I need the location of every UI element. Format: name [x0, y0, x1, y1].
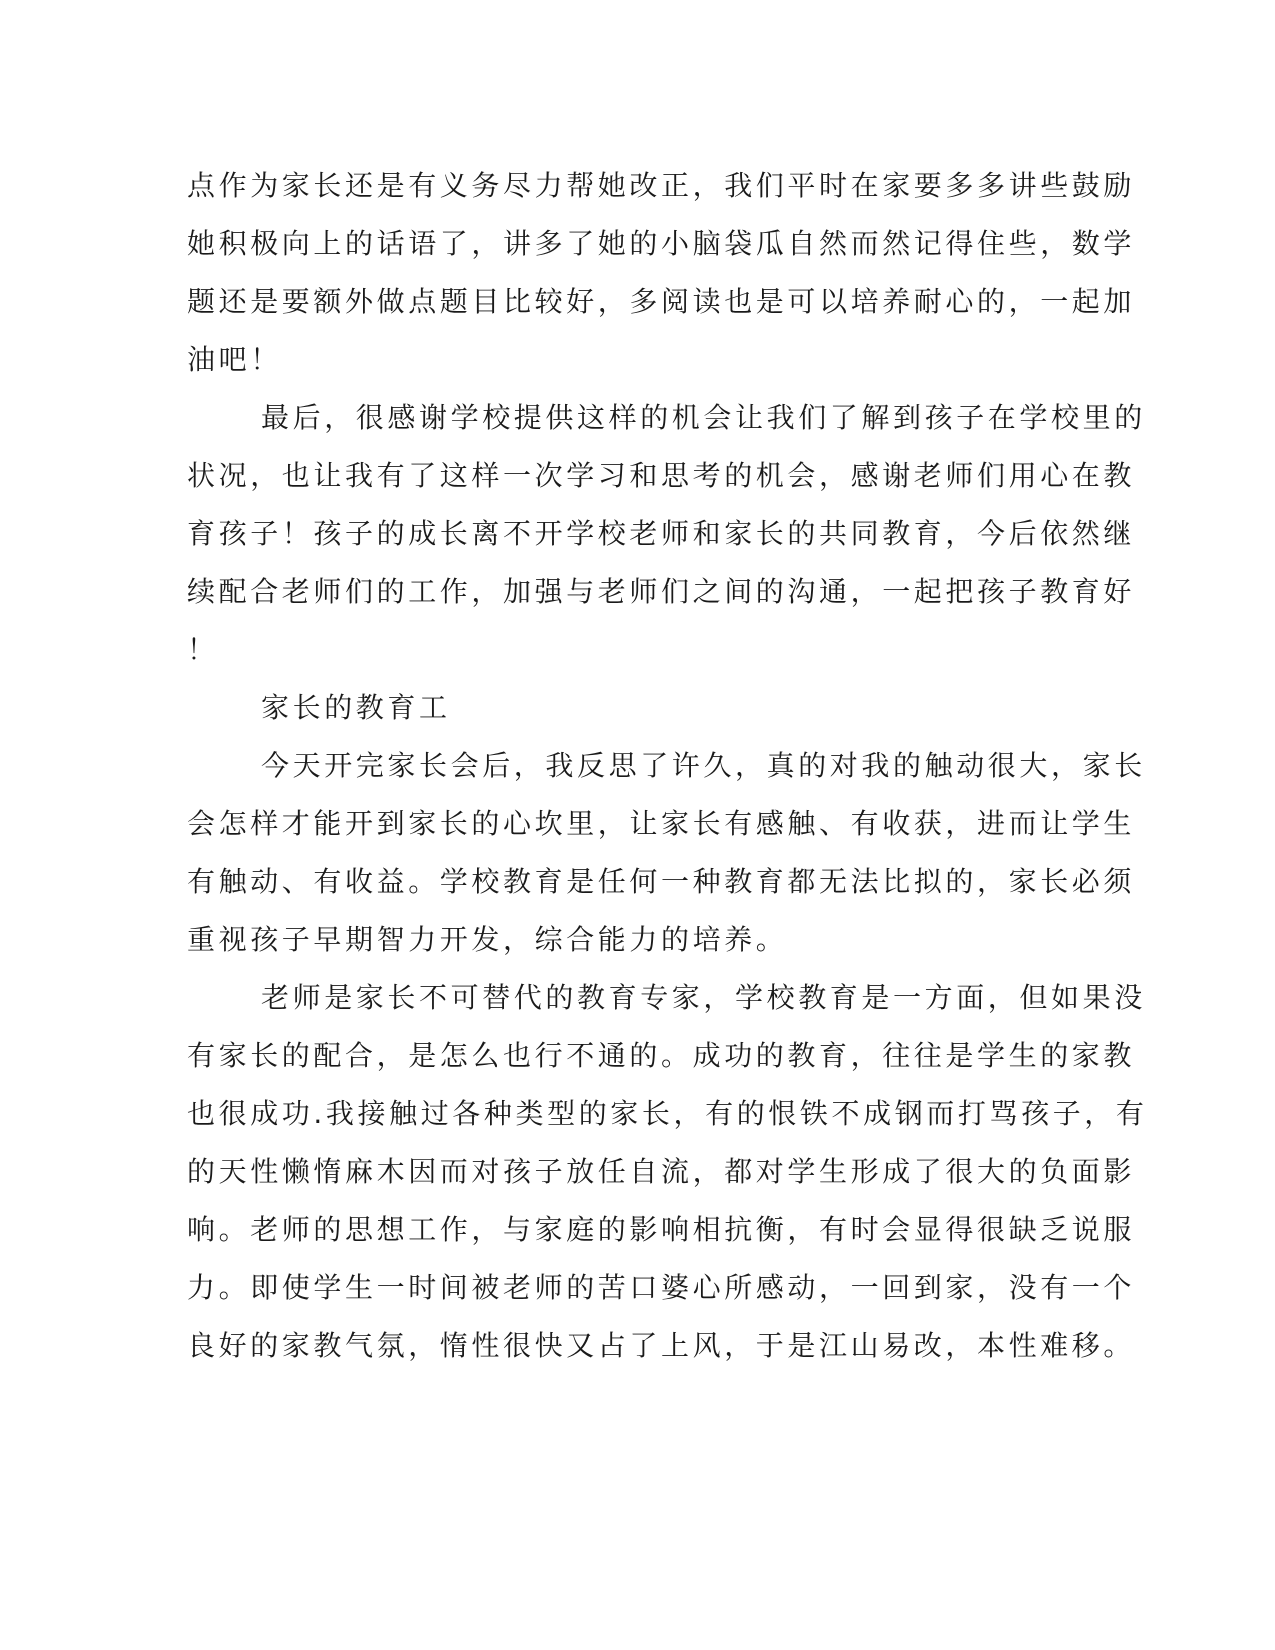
paragraph-start-line: 最后，很感谢学校提供这样的机会让我们了解到孩子在学校里的 [261, 401, 1146, 434]
text-line: 力。即使学生一时间被老师的苦口婆心所感动，一回到家，没有一个 [187, 1271, 1136, 1304]
section-heading: 家长的教育工 [261, 691, 451, 724]
text-line: 的天性懒惰麻木因而对孩子放任自流，都对学生形成了很大的负面影 [187, 1155, 1136, 1188]
text-line: 续配合老师们的工作，加强与老师们之间的沟通，一起把孩子教育好 [187, 575, 1136, 608]
text-line: 有触动、有收益。学校教育是任何一种教育都无法比拟的，家长必须 [187, 865, 1136, 898]
text-line: 也很成功.我接触过各种类型的家长，有的恨铁不成钢而打骂孩子，有 [187, 1097, 1148, 1130]
paragraph-start-line: 今天开完家长会后，我反思了许久，真的对我的触动很大，家长 [261, 749, 1146, 782]
paragraph-start-line: 老师是家长不可替代的教育专家，学校教育是一方面，但如果没 [261, 981, 1146, 1014]
text-line: 响。老师的思想工作，与家庭的影响相抗衡，有时会显得很缺乏说服 [187, 1213, 1136, 1246]
text-line: 点作为家长还是有义务尽力帮她改正，我们平时在家要多多讲些鼓励 [187, 169, 1136, 202]
text-line: ！ [187, 633, 219, 666]
text-line: 她积极向上的话语了，讲多了她的小脑袋瓜自然而然记得住些，数学 [187, 227, 1136, 260]
text-line: 状况，也让我有了这样一次学习和思考的机会，感谢老师们用心在教 [187, 459, 1136, 492]
text-line: 良好的家教气氛，惰性很快又占了上风，于是江山易改，本性难移。 [187, 1329, 1136, 1362]
text-line: 重视孩子早期智力开发，综合能力的培养。 [187, 923, 788, 956]
text-line: 有家长的配合，是怎么也行不通的。成功的教育，往往是学生的家教 [187, 1039, 1136, 1072]
text-line: 题还是要额外做点题目比较好，多阅读也是可以培养耐心的，一起加 [187, 285, 1136, 318]
text-line: 会怎样才能开到家长的心坎里，让家长有感触、有收获，进而让学生 [187, 807, 1136, 840]
text-line: 油吧！ [187, 343, 282, 376]
text-line: 育孩子！孩子的成长离不开学校老师和家长的共同教育，今后依然继 [187, 517, 1136, 550]
